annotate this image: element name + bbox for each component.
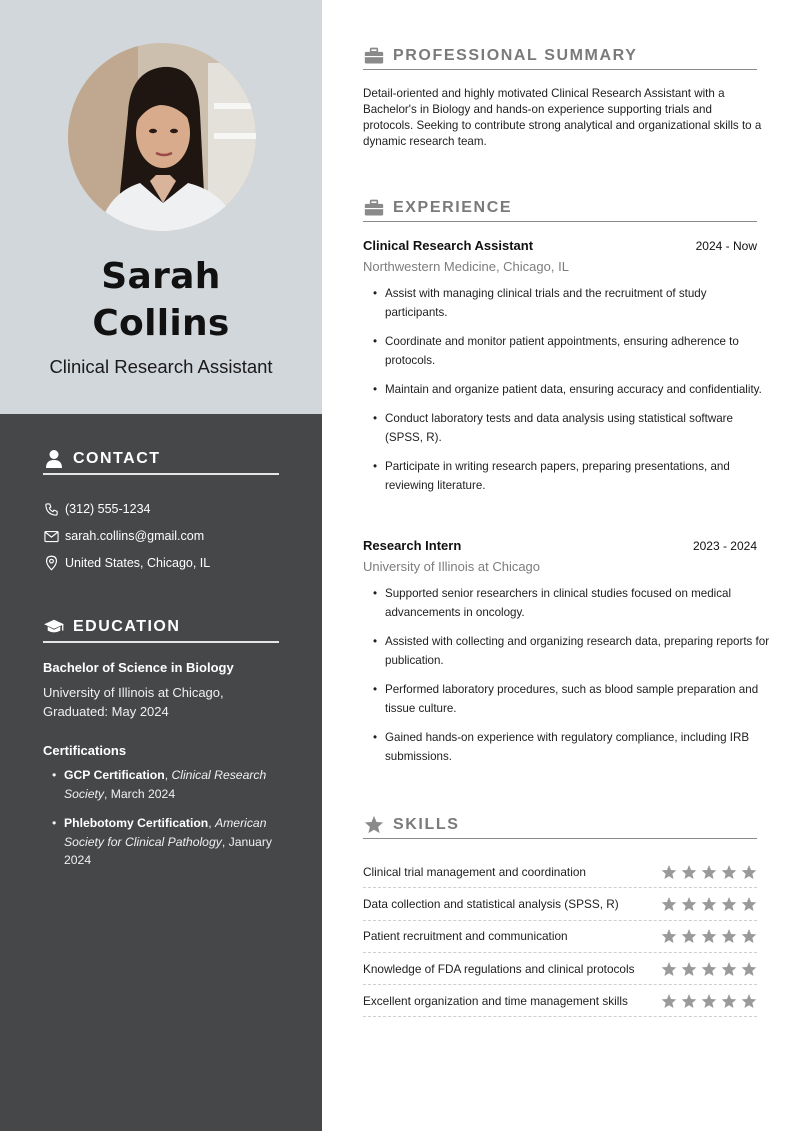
- skill-rating: [661, 928, 757, 944]
- job-entry: [363, 238, 762, 505]
- candidate-name: [0, 253, 322, 347]
- skill-rating: [661, 961, 757, 977]
- certification-separator: ,: [164, 768, 172, 782]
- summary-text: Detail-oriented and highly motivated Clinical Research Assistant with a Bachelor's in Biology and hands-on experience supporting trials and protocols. Seeking to contribute strong analytical and organizational skills to a dynamic research team.: [363, 87, 762, 148]
- location-text: United States, Chicago, IL: [65, 556, 211, 570]
- rating-star-icon: [701, 993, 717, 1009]
- rating-star-icon: [701, 896, 717, 912]
- rating-star-icon: [681, 864, 697, 880]
- contact-phone: [43, 499, 150, 519]
- summary-heading-label: PROFESSIONAL SUMMARY: [393, 46, 638, 64]
- rating-star-icon: [681, 961, 697, 977]
- sidebar: [0, 0, 322, 1131]
- last-name: Collins: [92, 303, 230, 344]
- job-bullets: [373, 284, 771, 495]
- skill-rating: [661, 896, 757, 912]
- skill-name: Patient recruitment and communication: [363, 929, 568, 944]
- job-role: Research Intern: [363, 538, 462, 553]
- rating-star-icon: [661, 864, 677, 880]
- skills-heading: [363, 811, 757, 839]
- job-bullet: • Participate in writing research papers, preparing presentations, and reviewing literature.: [373, 457, 771, 495]
- profile-photo: [68, 43, 256, 231]
- skill-name: Data collection and statistical analysis (SPSS, R): [363, 896, 619, 911]
- graduation-cap-icon: [43, 616, 65, 638]
- profile-photo-illustration: [68, 43, 256, 231]
- education-school-block: [43, 683, 283, 721]
- job-bullet: • Supported senior researchers in clinical studies focused on medical advancements in oncology.: [373, 584, 771, 622]
- experience-heading-label: EXPERIENCE: [393, 198, 513, 216]
- rating-star-icon: [681, 928, 697, 944]
- rating-star-icon: [661, 928, 677, 944]
- mail-icon: [43, 528, 59, 544]
- job-role: Clinical Research Assistant: [363, 238, 534, 253]
- rating-star-icon: [741, 896, 757, 912]
- job-bullet: • Assisted with collecting and organizing research data, preparing reports for publication.: [373, 632, 771, 670]
- skill-row: [363, 921, 757, 953]
- contact-heading-label: CONTACT: [73, 450, 161, 467]
- skill-row: [363, 888, 757, 920]
- education-heading-label: EDUCATION: [73, 618, 181, 635]
- rating-star-icon: [681, 993, 697, 1009]
- skill-rating: [661, 864, 757, 880]
- rating-star-icon: [681, 896, 697, 912]
- job-bullet: • Gained hands-on experience with regulatory compliance, including IRB submissions.: [373, 728, 771, 766]
- contact-location: [43, 553, 210, 573]
- rating-star-icon: [741, 993, 757, 1009]
- skill-row: [363, 985, 757, 1017]
- sidebar-header: [0, 0, 322, 414]
- rating-star-icon: [741, 961, 757, 977]
- skill-name: Knowledge of FDA regulations and clinical protocols: [363, 961, 635, 976]
- star-icon: [363, 815, 385, 835]
- email-text[interactable]: sarah.collins@gmail.com: [65, 529, 205, 543]
- briefcase-icon: [363, 46, 385, 66]
- education-degree: Bachelor of Science in Biology: [43, 660, 234, 675]
- job-bullet: • Conduct laboratory tests and data analysis using statistical software (SPSS, R).: [373, 409, 771, 447]
- job-header: [363, 238, 757, 253]
- job-bullet: • Assist with managing clinical trials and the recruitment of study participants.: [373, 284, 771, 322]
- phone-icon: [43, 501, 59, 517]
- certification-name: GCP Certification: [64, 768, 165, 782]
- certification-date: , March 2024: [103, 786, 176, 801]
- rating-star-icon: [741, 928, 757, 944]
- skill-rating: [661, 993, 757, 1009]
- skill-row: [363, 856, 757, 888]
- certification-list: [52, 766, 288, 881]
- rating-star-icon: [701, 864, 717, 880]
- job-bullets: [373, 584, 771, 766]
- skill-row: [363, 953, 757, 985]
- job-organization: University of Illinois at Chicago: [363, 559, 541, 574]
- rating-star-icon: [721, 896, 737, 912]
- rating-star-icon: [701, 961, 717, 977]
- job-bullet: • Maintain and organize patient data, ensuring accuracy and confidentiality.: [373, 380, 771, 399]
- skill-name: Excellent organization and time management skills: [363, 993, 628, 1008]
- rating-star-icon: [721, 961, 737, 977]
- certification-name: Phlebotomy Certification: [64, 816, 209, 830]
- job-dates: 2023 - 2024: [692, 539, 757, 553]
- rating-star-icon: [721, 864, 737, 880]
- certification-date: , January 2024: [64, 834, 272, 867]
- certifications-heading: Certifications: [43, 743, 127, 758]
- job-bullet: • Performed laboratory procedures, such as blood sample preparation and tissue culture.: [373, 680, 771, 718]
- rating-star-icon: [721, 993, 737, 1009]
- person-icon: [43, 448, 65, 470]
- rating-star-icon: [661, 961, 677, 977]
- job-dates: 2024 - Now: [695, 239, 757, 253]
- candidate-title: Clinical Research Assistant: [49, 356, 273, 377]
- contact-heading: [43, 445, 279, 475]
- summary-heading: [363, 42, 757, 70]
- rating-star-icon: [661, 896, 677, 912]
- rating-star-icon: [741, 864, 757, 880]
- job-header: [363, 538, 757, 553]
- briefcase-icon: [363, 198, 385, 218]
- location-pin-icon: [43, 555, 59, 571]
- job-organization: Northwestern Medicine, Chicago, IL: [363, 259, 569, 274]
- skill-name: Clinical trial management and coordination: [363, 864, 586, 879]
- certification-separator: ,: [208, 816, 216, 830]
- certification-issuer: Clinical Research Society: [64, 768, 267, 801]
- skill-list: [363, 856, 757, 1017]
- contact-email: [43, 526, 204, 546]
- experience-heading: [363, 194, 757, 222]
- first-name: Sarah: [101, 256, 221, 297]
- job-bullet: • Coordinate and monitor patient appointments, ensuring adherence to protocols.: [373, 332, 771, 370]
- job-entry: [363, 538, 770, 776]
- certification-item: [52, 814, 288, 870]
- education-graduated: Graduated: May 2024: [43, 704, 169, 719]
- education-school: University of Illinois at Chicago,: [43, 685, 224, 700]
- rating-star-icon: [701, 928, 717, 944]
- rating-star-icon: [661, 993, 677, 1009]
- rating-star-icon: [721, 928, 737, 944]
- education-heading: [43, 613, 279, 643]
- certification-item: [52, 766, 288, 803]
- phone-text[interactable]: (312) 555-1234: [65, 502, 151, 516]
- skills-heading-label: SKILLS: [393, 815, 460, 833]
- certification-issuer: American Society for Clinical Pathology: [64, 816, 267, 849]
